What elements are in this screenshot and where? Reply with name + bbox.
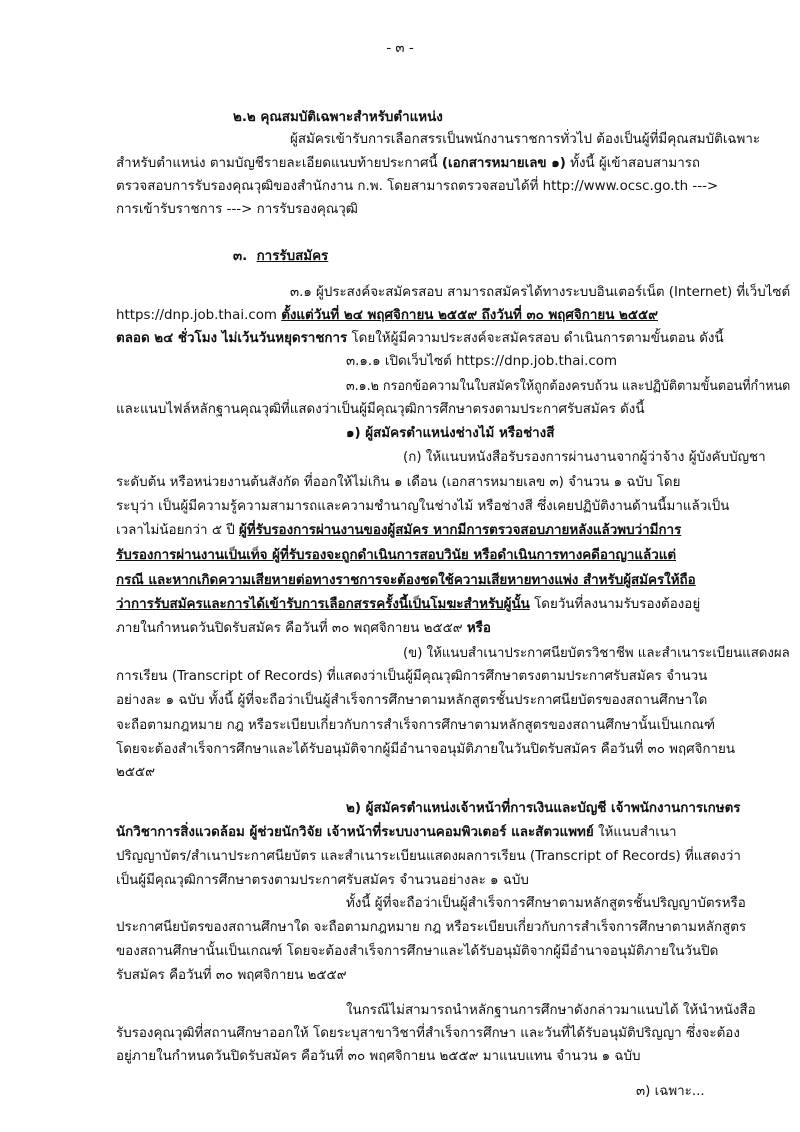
paragraph-line: ภายในกำหนดวันปิดรับสมัคร คือวันที่ ๓๐ พฤศจิกายน ๒๕๕๙ หรือ	[116, 621, 491, 636]
section-heading-3: ๓. การรับสมัคร	[233, 249, 329, 264]
paragraph-line: นักวิชาการสิ่งแวดล้อม ผู้ช่วยนักวิจัย เจ้าหน้าที่ระบบงานคอมพิวเตอร์ และสัตวแพทย์ ให้แนบสำเนา	[116, 825, 677, 840]
paragraph-line: เป็นผู้มีคุณวุฒิการศึกษาตรงตามประกาศรับสมัคร จำนวนอย่างละ ๑ ฉบับ	[116, 873, 529, 888]
paragraph-line: (ก) ให้แนบหนังสือรับรองการผ่านงานจากผู้ว่าจ้าง ผู้บังคับบัญชา	[403, 450, 766, 465]
paragraph-line: (ข) ให้แนบสำเนาประกาศนียบัตรวิชาชีพ และสำเนาระเบียนแสดงผล	[403, 646, 790, 661]
paragraph-line: จะถือตามกฎหมาย กฎ หรือระเบียบเกี่ยวกับการสำเร็จการศึกษาตามหลักสูตรของสถานศึกษานั้นเป็นเกณฑ์	[116, 718, 716, 733]
paragraph-line: ปริญญาบัตร/สำเนาประกาศนียบัตร และสำเนาระเบียนแสดงผลการเรียน (Transcript of Records) ที่แสดงว่า	[116, 849, 741, 864]
page-number: - ๓ -	[386, 41, 414, 56]
paragraph-line: ตลอด ๒๔ ชั่วโมง ไม่เว้นวันหยุดราชการ โดยให้ผู้มีความประสงค์จะสมัครสอบ ดำเนินการตามขั้นตอน ดังนี้	[116, 331, 724, 346]
paragraph-line: รับรองคุณวุฒิที่สถานศึกษาออกให้ โดยระบุสาขาวิชาที่สำเร็จการศึกษา และวันที่ได้รับอนุมัติปริญญา ซึ่งจะต้อง	[116, 1026, 740, 1041]
paragraph-line: ๓.๑.๑ เปิดเว็บไซต์ https://dnp.job.thai.com	[346, 354, 617, 369]
paragraph-line: ตรวจสอบการรับรองคุณวุฒิของสำนักงาน ก.พ. โดยสามารถตรวจสอบได้ที่ http://www.ocsc.go.th --->	[116, 179, 719, 194]
paragraph-line: ๓.๑ ผู้ประสงค์จะสมัครสอบ สามารถสมัครได้ทางระบบอินเตอร์เน็ต (Internet) ที่เว็บไซต์	[290, 285, 791, 300]
paragraph-line: ระดับต้น หรือหน่วยงานต้นสังกัด ที่ออกให้ไม่เกิน ๑ เดือน (เอกสารหมายเลข ๓) จำนวน ๑ ฉบับ โดย	[116, 475, 681, 490]
paragraph-line: ประกาศนียบัตรของสถานศึกษาใด จะถือตามกฎหมาย กฎ หรือระเบียบเกี่ยวกับการสำเร็จการศึกษาตามหลักสูตร	[116, 920, 747, 935]
paragraph-line: ผู้สมัครเข้ารับการเลือกสรรเป็นพนักงานราชการทั่วไป ต้องเป็นผู้ที่มีคุณสมบัติเฉพาะ	[290, 132, 761, 147]
paragraph-line: เวลาไม่น้อยกว่า ๕ ปี ผู้ที่รับรองการผ่านงานของผู้สมัคร หากมีการตรวจสอบภายหลังแล้วพบว่ามีการ	[116, 523, 682, 538]
section-heading-2-2: ๒.๒ คุณสมบัติเฉพาะสำหรับตำแหน่ง	[233, 110, 443, 125]
paragraph-line: ทั้งนี้ ผู้ที่จะถือว่าเป็นผู้สำเร็จการศึกษาตามหลักสูตรชั้นปริญญาบัตรหรือ	[346, 896, 746, 911]
continued-marker: ๓) เฉพาะ...	[636, 1084, 705, 1099]
paragraph-line: ของสถานศึกษานั้นเป็นเกณฑ์ โดยจะต้องสำเร็จการศึกษาและได้รับอนุมัติจากผู้มีอำนาจอนุมัติภายในวันปิด	[116, 944, 719, 959]
paragraph-line: ระบุว่า เป็นผู้มีความรู้ความสามารถและความชำนาญในช่างไม้ หรือช่างสี ซึ่งเคยปฏิบัติงานด้านนี้มาแล้วเป็น	[116, 499, 730, 514]
paragraph-line: อย่างละ ๑ ฉบับ ทั้งนี้ ผู้ที่จะถือว่าเป็นผู้สำเร็จการศึกษาตามหลักสูตรชั้นประกาศนียบัตรของสถานศึกษาใด	[116, 693, 708, 708]
subsection-heading-2: ๒) ผู้สมัครตำแหน่งเจ้าหน้าที่การเงินและบัญชี เจ้าพนักงานการเกษตร	[346, 801, 741, 816]
paragraph-line: รับรองการผ่านงานเป็นเท็จ ผู้ที่รับรองจะถูกดำเนินการสอบวินัย หรือดำเนินการทางคดีอาญาแล้วแต่	[116, 548, 677, 563]
paragraph-line: ในกรณีไม่สามารถนำหลักฐานการศึกษาดังกล่าวมาแนบได้ ให้นำหนังสือ	[346, 1003, 756, 1018]
paragraph-line: การเข้ารับราชการ ---> การรับรองคุณวุฒิ	[116, 202, 358, 217]
paragraph-line: สำหรับตำแหน่ง ตามบัญชีรายละเอียดแนบท้ายประกาศนี้ (เอกสารหมายเลข ๑) ทั้งนี้ ผู้เข้าสอบสามารถ	[116, 156, 701, 171]
subsection-heading-1: ๑) ผู้สมัครตำแหน่งช่างไม้ หรือช่างสี	[346, 426, 555, 441]
paragraph-line: อยู่ภายในกำหนดวันปิดรับสมัคร คือวันที่ ๓๐ พฤศจิกายน ๒๕๕๙ มาแนบแทน จำนวน ๑ ฉบับ	[116, 1049, 641, 1064]
paragraph-line: และแนบไฟล์หลักฐานคุณวุฒิที่แสดงว่าเป็นผู้มีคุณวุฒิการศึกษาตรงตามประกาศรับสมัคร ดังนี้	[116, 402, 645, 417]
paragraph-line: https://dnp.job.thai.com ตั้งแต่วันที่ ๒๔ พฤศจิกายน ๒๕๕๙ ถึงวันที่ ๓๐ พฤศจิกายน ๒๕๕๙	[116, 308, 658, 323]
paragraph-line: ๓.๑.๒ กรอกข้อความในใบสมัครให้ถูกต้องครบถ้วน และปฏิบัติตามขั้นตอนที่กำหนด	[346, 379, 791, 394]
paragraph-line: กรณี และหากเกิดความเสียหายต่อทางราชการจะต้องชดใช้ความเสียหายทางแพ่ง สำหรับผู้สมัครให้ถือ	[116, 573, 696, 588]
paragraph-line: ว่าการรับสมัครและการได้เข้ารับการเลือกสรรครั้งนี้เป็นโมฆะสำหรับผู้นั้น โดยวันที่ลงนามรับรองต้องอยู่	[116, 597, 701, 612]
paragraph-line: ๒๕๕๙	[116, 765, 155, 780]
paragraph-line: การเรียน (Transcript of Records) ที่แสดงว่าเป็นผู้มีคุณวุฒิการศึกษาตรงตามประกาศรับสมัคร จำนวน	[116, 669, 708, 684]
paragraph-line: โดยจะต้องสำเร็จการศึกษาและได้รับอนุมัติจากผู้มีอำนาจอนุมัติภายในวันปิดรับสมัคร คือวันที่ ๓๐ พฤศจิกายน	[116, 742, 736, 757]
paragraph-line: รับสมัคร คือวันที่ ๓๐ พฤศจิกายน ๒๕๕๙	[116, 968, 347, 983]
